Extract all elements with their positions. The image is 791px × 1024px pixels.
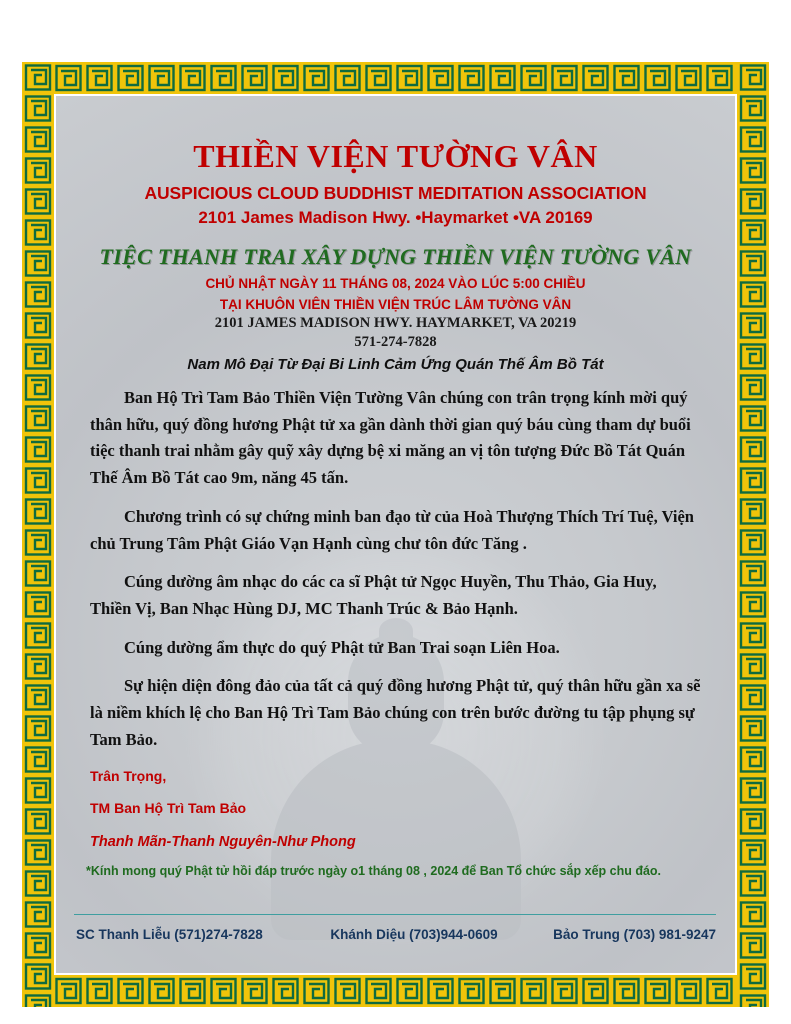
meander-border-top-icon: [22, 62, 769, 94]
flyer-content-panel: [56, 96, 735, 973]
meander-border-left-icon: [22, 62, 54, 1007]
organization-subtitle: AUSPICIOUS CLOUD BUDDHIST MEDITATION ASSOCIATION: [144, 183, 647, 203]
contact-item-2: Khánh Diệu (703)944-0609: [330, 927, 498, 942]
body-paragraph-3: Cúng dường âm nhạc do các ca sĩ Phật tử Ngọc Huyền, Thu Thảo, Gia Huy, Thiền Vị, Ban Nhạc Hùng DJ, MC Thanh Trúc & Bảo Hạnh.: [90, 572, 657, 619]
closing-salutation: Trân Trọng,: [90, 767, 167, 784]
meander-border-bottom-icon: [22, 975, 769, 1007]
event-venue-address: 2101 JAMES MADISON HWY. HAYMARKET, VA 20219: [214, 315, 577, 331]
contact-list: [76, 927, 716, 942]
body-paragraph-4: Cúng dường ẩm thực do quý Phật tử Ban Trai soạn Liên Hoa.: [124, 637, 560, 657]
meander-border-right-icon: [737, 62, 769, 1007]
event-phone: 571-274-7828: [354, 334, 437, 350]
contact-item-1: SC Thanh Liễu (571)274-7828: [76, 927, 263, 942]
flyer-text-body: [56, 96, 735, 973]
body-paragraph-1: Ban Hộ Trì Tam Bảo Thiền Viện Tường Vân chúng con trân trọng kính mời quý thân hữu, quý đồng hương Phật tử xa gần dành thời gian quý báu cùng tham dự buổi tiệc thanh trai nhằm gây quỹ xây dựng bệ xi măng an vị tôn tượng Đức Bồ Tát Quán Thế Âm Bồ Tát cao 9m, năng 45 tấn.: [90, 388, 691, 488]
body-paragraph-5: Sự hiện diện đông đảo của tất cả quý đồng hương Phật tử, quý thân hữu gần xa sẽ là niềm khích lệ cho Ban Hộ Trì Tam Bảo chúng con trên bước đường tu tập phụng sự Tam Bảo.: [90, 676, 701, 749]
invocation-line: Nam Mô Đại Từ Đại Bi Linh Cảm Ứng Quán Thế Âm Bồ Tát: [187, 356, 604, 373]
event-venue: TẠI KHUÔN VIÊN THIỀN VIỆN TRÚC LÂM TƯỜNG VÂN: [219, 297, 572, 312]
organization-address: 2101 James Madison Hwy. •Haymarket •VA 20169: [198, 208, 593, 227]
footer-divider: [74, 914, 716, 915]
page-title: THIỀN VIỆN TƯỜNG VÂN: [193, 138, 598, 174]
event-banner: TIỆC THANH TRAI XÂY DỰNG THIỀN VIỆN TƯỜNG VÂN: [99, 244, 692, 269]
contact-item-3: Bảo Trung (703) 981-9247: [553, 927, 716, 942]
body-paragraph-2: Chương trình có sự chứng minh ban đạo từ của Hoà Thượng Thích Trí Tuệ, Viện chủ Trung Tâm Phật Giáo Vạn Hạnh cùng chư tôn đức Tăng .: [90, 506, 694, 553]
event-datetime: CHỦ NHẬT NGÀY 11 THÁNG 08, 2024 VÀO LÚC 5:00 CHIỀU: [205, 276, 586, 291]
closing-organization: TM Ban Hộ Trì Tam Bảo: [90, 799, 247, 816]
rsvp-note: *Kính mong quý Phật tử hồi đáp trước ngày o1 tháng 08 , 2024 để Ban Tổ chức sắp xếp chu đáo.: [86, 863, 662, 878]
signature-names: Thanh Mãn-Thanh Nguyên-Như Phong: [90, 833, 356, 850]
